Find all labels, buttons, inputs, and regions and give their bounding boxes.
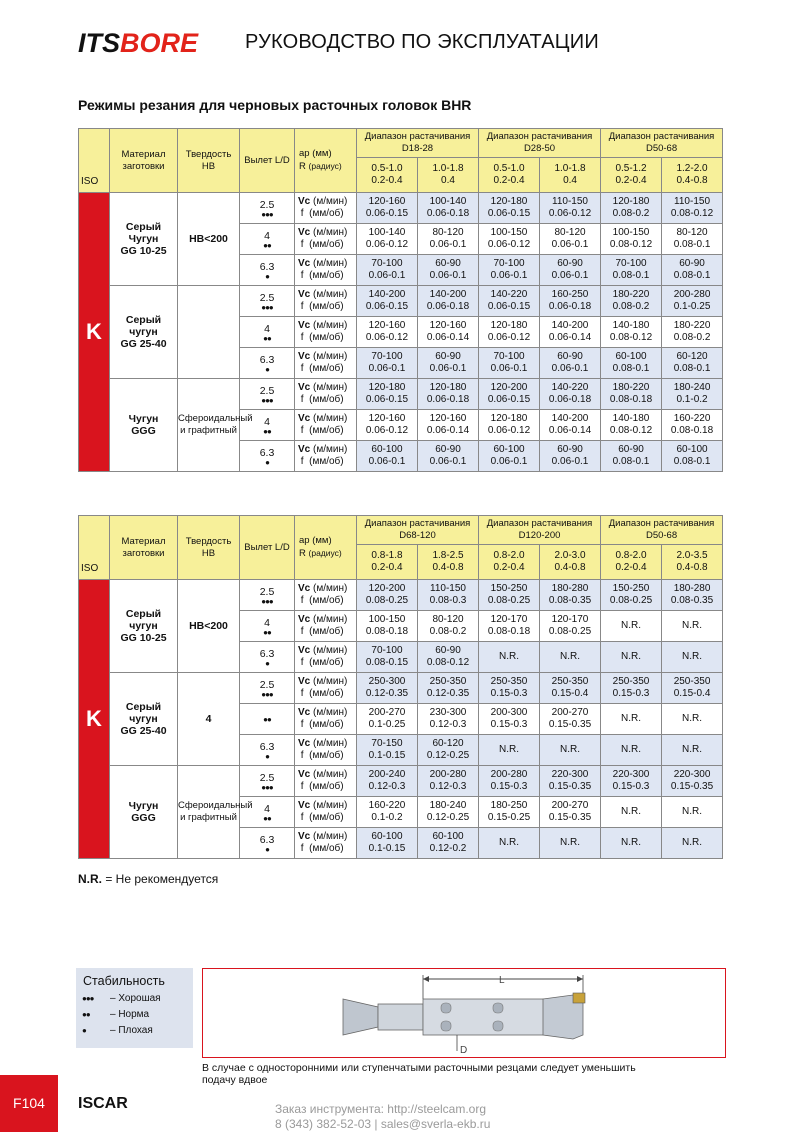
hardness-cell: 4 [178,673,240,766]
cutting-value-cell: N.R. [662,704,723,735]
overhang-cell: 6.3 ● [240,735,295,766]
stability-dots: ● [265,658,269,668]
feed-reduction-note: В случае с односторонними или ступенчатыми расточными резцами следует уменьшить подачу вдвое [202,1062,636,1086]
cutting-value-cell: 100-150 0.08-0.18 [357,611,418,642]
cutting-value-cell: 200-300 0.15-0.3 [479,704,540,735]
ap-r-value-header: 1.0-1.8 0.4 [418,158,479,193]
cutting-value-cell: 120-200 0.06-0.15 [479,379,540,410]
cutting-value-cell: 120-200 0.08-0.25 [357,580,418,611]
param-cell: Vc (м/мин) f (мм/об) [295,735,357,766]
cutting-value-cell: 80-120 0.06-0.1 [540,224,601,255]
cutting-value-cell: 140-220 0.06-0.18 [540,379,601,410]
material-header: Материал заготовки [110,516,178,580]
cutting-value-cell: 60-120 0.08-0.1 [662,348,723,379]
param-cell: Vc (м/мин) f (мм/об) [295,286,357,317]
overhang-cell: 4 ●● [240,611,295,642]
boring-head-diagram [202,968,726,1058]
cutting-value-cell: N.R. [601,642,662,673]
ap-r-value-header: 0.8-2.0 0.2-0.4 [601,545,662,580]
footer-phone-email[interactable]: 8 (343) 382-52-03 | sales@sverla-ekb.ru [275,1117,491,1131]
cutting-value-cell: 160-220 0.1-0.2 [357,797,418,828]
overhang-cell: 6.3 ● [240,828,295,859]
cutting-value-cell: 100-150 0.06-0.12 [479,224,540,255]
cutting-value-cell: N.R. [540,828,601,859]
ap-r-value-header: 1.2-2.0 0.4-0.8 [662,158,723,193]
cutting-value-cell: N.R. [601,797,662,828]
cutting-value-cell: 180-240 0.1-0.2 [662,379,723,410]
cutting-value-cell: 120-180 0.06-0.15 [357,379,418,410]
d-dimension-label: D [460,1045,468,1056]
cutting-value-cell: 140-200 0.06-0.18 [418,286,479,317]
hardness-cell: Сфероидальный и графитный [178,766,240,859]
cutting-value-cell: 70-100 0.08-0.15 [357,642,418,673]
range-header: Диапазон растачивания D68-120 [357,516,479,545]
overhang-cell: 4 ●● [240,410,295,441]
cutting-value-cell: 100-140 0.06-0.12 [357,224,418,255]
ap-r-value-header: 0.5-1.2 0.2-0.4 [601,158,662,193]
cutting-value-cell: 120-160 0.06-0.12 [357,317,418,348]
range-header: Диапазон растачивания D50-68 [601,129,723,158]
cutting-value-cell: N.R. [540,735,601,766]
cutting-value-cell: 110-150 0.06-0.12 [540,193,601,224]
cutting-value-cell: 180-220 0.08-0.2 [601,286,662,317]
cutting-value-cell: 180-280 0.08-0.35 [540,580,601,611]
stability-dots: ● [265,751,269,761]
cutting-value-cell: N.R. [601,704,662,735]
ap-r-value-header: 1.8-2.5 0.4-0.8 [418,545,479,580]
cutting-value-cell: 160-250 0.06-0.18 [540,286,601,317]
cutting-value-cell: 60-100 0.06-0.1 [479,441,540,472]
overhang-header: Вылет L/D [240,516,295,580]
section-title: Режимы резания для черновых расточных головок BHR [78,97,472,113]
cutting-value-cell: 120-160 0.06-0.15 [357,193,418,224]
cutting-value-cell: 140-220 0.06-0.15 [479,286,540,317]
cutting-value-cell: 60-90 0.06-0.1 [540,441,601,472]
param-cell: Vc (м/мин) f (мм/об) [295,224,357,255]
cutting-value-cell: 120-180 0.06-0.12 [479,410,540,441]
cutting-value-cell: 70-100 0.06-0.1 [357,255,418,286]
overhang-cell: 2.5 ●●● [240,766,295,797]
stability-dots: ● [265,457,269,467]
overhang-cell: 6.3 ● [240,642,295,673]
stability-dots: ●●● [261,209,273,219]
cutting-value-cell: 60-90 0.08-0.1 [601,441,662,472]
hardness-cell: HB<200 [178,580,240,673]
footer-contacts [275,1102,490,1132]
cutting-value-cell: 120-180 0.06-0.18 [418,379,479,410]
cutting-value-cell: 250-350 0.15-0.4 [540,673,601,704]
material-cell: Серый чугун GG 25-40 [110,673,178,766]
stability-dots: ●● [263,240,271,250]
stability-dots: ●● [263,714,271,724]
cutting-value-cell: 180-280 0.08-0.35 [662,580,723,611]
ap-r-value-header: 2.0-3.0 0.4-0.8 [540,545,601,580]
cutting-value-cell: 60-100 0.08-0.1 [601,348,662,379]
cutting-value-cell: 70-100 0.06-0.1 [479,255,540,286]
ap-r-value-header: 2.0-3.5 0.4-0.8 [662,545,723,580]
hardness-header: Твердость HB [178,129,240,193]
cutting-value-cell: 120-170 0.08-0.18 [479,611,540,642]
cutting-value-cell: N.R. [479,828,540,859]
range-header: Диапазон растачивания D28-50 [479,129,601,158]
cutting-value-cell: 140-180 0.08-0.12 [601,410,662,441]
hardness-cell: Сфероидальный и графитный [178,379,240,472]
stability-dots: ●●● [261,782,273,792]
iso-k-cell: K [79,193,110,472]
cutting-value-cell: 60-90 0.08-0.1 [662,255,723,286]
stability-dots: ● [265,364,269,374]
material-cell: Серый Чугун GG 10-25 [110,193,178,286]
boring-head-drawing [203,969,725,1057]
l-dimension-label: L [499,975,505,986]
cutting-value-cell: 150-250 0.08-0.25 [601,580,662,611]
cutting-value-cell: 120-170 0.08-0.25 [540,611,601,642]
cutting-value-cell: 110-150 0.08-0.3 [418,580,479,611]
cutting-value-cell: 120-160 0.06-0.14 [418,410,479,441]
range-header: Диапазон растачивания D50-68 [601,516,723,545]
overhang-cell: 2.5 ●●● [240,580,295,611]
cutting-value-cell: 220-300 0.15-0.3 [601,766,662,797]
cutting-value-cell: 70-150 0.1-0.15 [357,735,418,766]
range-header: Диапазон растачивания D18-28 [357,129,479,158]
cutting-value-cell: 200-280 0.1-0.25 [662,286,723,317]
stability-dots: ●●● [261,302,273,312]
cutting-value-cell: 60-90 0.08-0.12 [418,642,479,673]
cutting-value-cell: 120-180 0.08-0.2 [601,193,662,224]
ap-r-value-header: 0.5-1.0 0.2-0.4 [357,158,418,193]
param-cell: Vc (м/мин) f (мм/об) [295,642,357,673]
overhang-header: Вылет L/D [240,129,295,193]
stability-dots: ●● [263,426,271,436]
cutting-value-cell: 200-270 0.15-0.35 [540,704,601,735]
page-number: F104 [0,1075,58,1132]
range-header: Диапазон растачивания D120-200 [479,516,601,545]
stability-dots: ● [265,271,269,281]
cutting-value-cell: 100-140 0.06-0.18 [418,193,479,224]
cutting-value-cell: 140-200 0.06-0.14 [540,410,601,441]
ap-r-value-header: 0.8-1.8 0.2-0.4 [357,545,418,580]
cutting-value-cell: 120-180 0.06-0.15 [479,193,540,224]
nr-note: N.R. = Не рекомендуется [78,872,219,886]
cutting-value-cell: 250-350 0.15-0.3 [601,673,662,704]
stability-legend [76,968,193,1048]
cutting-value-cell: N.R. [601,735,662,766]
overhang-cell: 2.5 ●●● [240,193,295,224]
cutting-value-cell: 220-300 0.15-0.35 [662,766,723,797]
cutting-value-cell: 120-160 0.06-0.12 [357,410,418,441]
param-cell: Vc (м/мин) f (мм/об) [295,410,357,441]
param-cell: Vc (м/мин) f (мм/об) [295,704,357,735]
cutting-value-cell: 200-240 0.12-0.3 [357,766,418,797]
hardness-cell: HB<200 [178,193,240,286]
material-cell: Чугун GGG [110,379,178,472]
cutting-value-cell: 100-150 0.08-0.12 [601,224,662,255]
cutting-value-cell: N.R. [479,735,540,766]
cutting-value-cell: N.R. [479,642,540,673]
param-cell: Vc (м/мин) f (мм/об) [295,766,357,797]
cutting-value-cell: 250-300 0.12-0.35 [357,673,418,704]
cutting-value-cell: 200-270 0.15-0.35 [540,797,601,828]
legend-item-good: ●●● – Хорошая [82,993,161,1004]
overhang-cell: 2.5 ●●● [240,673,295,704]
ap-r-value-header: 0.5-1.0 0.2-0.4 [479,158,540,193]
cutting-value-cell: 120-160 0.06-0.14 [418,317,479,348]
overhang-cell: 6.3 ● [240,255,295,286]
param-cell: Vc (м/мин) f (мм/об) [295,580,357,611]
iso-k-cell: K [79,580,110,859]
legend-item-poor: ● – Плохая [82,1025,153,1036]
stability-dots: ●●● [261,596,273,606]
cutting-value-cell: 180-220 0.08-0.2 [662,317,723,348]
cutting-value-cell: 60-90 0.06-0.1 [540,255,601,286]
cutting-value-cell: 150-250 0.08-0.25 [479,580,540,611]
cutting-value-cell: 60-90 0.06-0.1 [540,348,601,379]
hardness-cell [178,286,240,379]
cutting-value-cell: 70-100 0.08-0.1 [601,255,662,286]
param-cell: Vc (м/мин) f (мм/об) [295,348,357,379]
cutting-value-cell: 60-90 0.06-0.1 [418,348,479,379]
legend-item-normal: ●● – Норма [82,1009,150,1020]
cutting-value-cell: 80-120 0.08-0.2 [418,611,479,642]
iso-header: ISO [79,129,110,193]
cutting-value-cell: 200-270 0.1-0.25 [357,704,418,735]
stability-dots: ●● [263,627,271,637]
ap-r-header: ap (мм) R (радиус) [295,516,357,580]
overhang-cell [240,704,295,735]
cutting-value-cell: 60-120 0.12-0.25 [418,735,479,766]
material-cell: Чугун GGG [110,766,178,859]
cutting-value-cell: 80-120 0.06-0.1 [418,224,479,255]
ap-r-value-header: 1.0-1.8 0.4 [540,158,601,193]
param-cell: Vc (м/мин) f (мм/об) [295,193,357,224]
cutting-value-cell: 200-280 0.12-0.3 [418,766,479,797]
param-cell: Vc (м/мин) f (мм/об) [295,673,357,704]
cutting-value-cell: 180-250 0.15-0.25 [479,797,540,828]
stability-dots: ●●● [261,395,273,405]
cutting-value-cell: 160-220 0.08-0.18 [662,410,723,441]
cutting-value-cell: 110-150 0.08-0.12 [662,193,723,224]
cutting-value-cell: N.R. [662,828,723,859]
param-cell: Vc (м/мин) f (мм/об) [295,797,357,828]
cutting-data-table-2 [78,515,723,859]
overhang-cell: 6.3 ● [240,348,295,379]
cutting-value-cell: 230-300 0.12-0.3 [418,704,479,735]
iscar-brand: ISCAR [78,1095,128,1112]
cutting-value-cell: 140-180 0.08-0.12 [601,317,662,348]
cutting-value-cell: 60-100 0.06-0.1 [357,441,418,472]
cutting-data-table-1 [78,128,723,472]
legend-title: Стабильность [83,974,165,988]
material-header: Материал заготовки [110,129,178,193]
stability-dots: ●● [263,333,271,343]
cutting-value-cell: 70-100 0.06-0.1 [357,348,418,379]
cutting-value-cell: 60-100 0.1-0.15 [357,828,418,859]
cutting-value-cell: N.R. [662,797,723,828]
cutting-value-cell: 250-350 0.15-0.4 [662,673,723,704]
cutting-value-cell: N.R. [662,735,723,766]
cutting-value-cell: 180-220 0.08-0.18 [601,379,662,410]
overhang-cell: 2.5 ●●● [240,379,295,410]
cutting-value-cell: N.R. [540,642,601,673]
cutting-value-cell: 60-100 0.12-0.2 [418,828,479,859]
cutting-value-cell: 180-240 0.12-0.25 [418,797,479,828]
iso-header: ISO [79,516,110,580]
ap-r-header: ap (мм) R (радиус) [295,129,357,193]
material-cell: Серый чугун GG 25-40 [110,286,178,379]
cutting-value-cell: N.R. [601,828,662,859]
cutting-value-cell: 60-100 0.08-0.1 [662,441,723,472]
overhang-cell: 6.3 ● [240,441,295,472]
cutting-value-cell: 80-120 0.08-0.1 [662,224,723,255]
param-cell: Vc (м/мин) f (мм/об) [295,828,357,859]
hardness-header: Твердость HB [178,516,240,580]
ap-r-value-header: 0.8-2.0 0.2-0.4 [479,545,540,580]
cutting-value-cell: 140-200 0.06-0.14 [540,317,601,348]
overhang-cell: 4 ●● [240,797,295,828]
param-cell: Vc (м/мин) f (мм/об) [295,611,357,642]
param-cell: Vc (м/мин) f (мм/об) [295,441,357,472]
cutting-value-cell: 60-90 0.06-0.1 [418,255,479,286]
cutting-value-cell: N.R. [662,642,723,673]
cutting-value-cell: 220-300 0.15-0.35 [540,766,601,797]
cutting-value-cell: 140-200 0.06-0.15 [357,286,418,317]
cutting-value-cell: 250-350 0.15-0.3 [479,673,540,704]
cutting-value-cell: N.R. [601,611,662,642]
param-cell: Vc (м/мин) f (мм/об) [295,379,357,410]
stability-dots: ● [265,844,269,854]
cutting-value-cell: 70-100 0.06-0.1 [479,348,540,379]
itsbore-logo: ITSBORE [78,28,199,58]
cutting-value-cell: 120-180 0.06-0.12 [479,317,540,348]
stability-dots: ●●● [261,689,273,699]
document-title: РУКОВОДСТВО ПО ЭКСПЛУАТАЦИИ [245,31,599,53]
param-cell: Vc (м/мин) f (мм/об) [295,317,357,348]
footer-order-link[interactable]: Заказ инструмента: http://steelcam.org [275,1102,487,1116]
overhang-cell: 4 ●● [240,224,295,255]
cutting-value-cell: 60-90 0.06-0.1 [418,441,479,472]
stability-dots: ●● [263,813,271,823]
param-cell: Vc (м/мин) f (мм/об) [295,255,357,286]
overhang-cell: 4 ●● [240,317,295,348]
material-cell: Серый чугун GG 10-25 [110,580,178,673]
cutting-value-cell: 200-280 0.15-0.3 [479,766,540,797]
cutting-value-cell: 250-350 0.12-0.35 [418,673,479,704]
cutting-value-cell: N.R. [662,611,723,642]
overhang-cell: 2.5 ●●● [240,286,295,317]
